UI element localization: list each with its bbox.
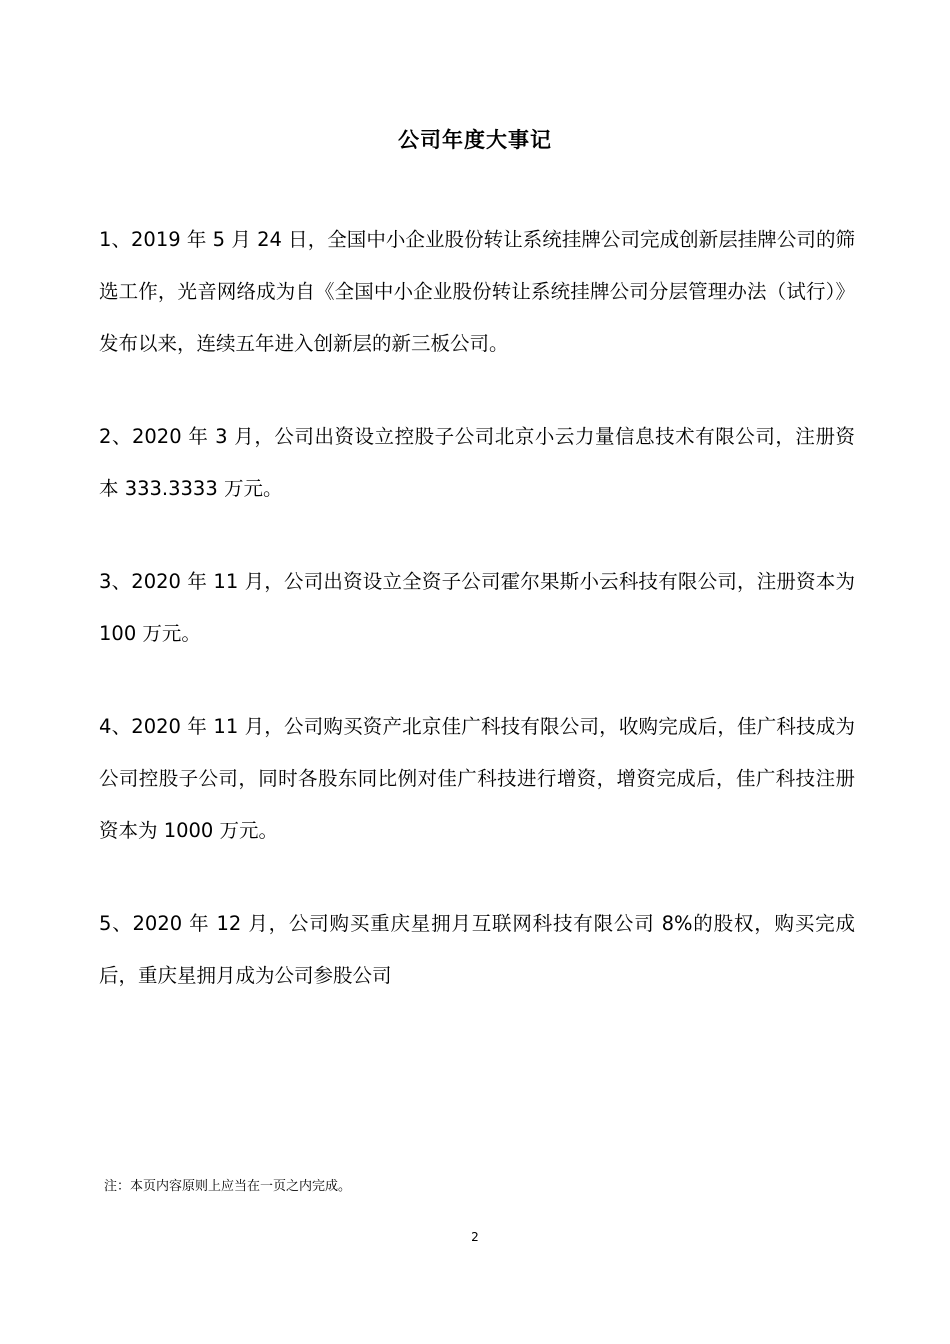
page-number: 2 (471, 1230, 479, 1244)
event-item-4: 4、2020 年 11 月，公司购买资产北京佳广科技有限公司，收购完成后，佳广科技成为公司控股子公司，同时各股东同比例对佳广科技进行增资，增资完成后，佳广科技注册资本为 1000 万元。 (99, 715, 855, 842)
page-title: 公司年度大事记 (398, 128, 552, 152)
event-item-1: 1、2019 年 5 月 24 日，全国中小企业股份转让系统挂牌公司完成创新层挂牌公司的筛选工作，光音网络成为自《全国中小企业股份转让系统挂牌公司分层管理办法（试行）》发布以来，连续五年进入创新层的新三板公司。 (99, 228, 855, 355)
event-item-3: 3、2020 年 11 月，公司出资设立全资子公司霍尔果斯小云科技有限公司，注册资本为 100 万元。 (99, 570, 855, 645)
event-item-5: 5、2020 年 12 月，公司购买重庆星拥月互联网科技有限公司 8%的股权，购买完成后，重庆星拥月成为公司参股公司 (99, 912, 855, 987)
event-item-2: 2、2020 年 3 月，公司出资设立控股子公司北京小云力量信息技术有限公司，注册资本 333.3333 万元。 (99, 425, 855, 500)
footnote: 注：本页内容原则上应当在一页之内完成。 (104, 1179, 352, 1194)
events-list (99, 214, 855, 1002)
